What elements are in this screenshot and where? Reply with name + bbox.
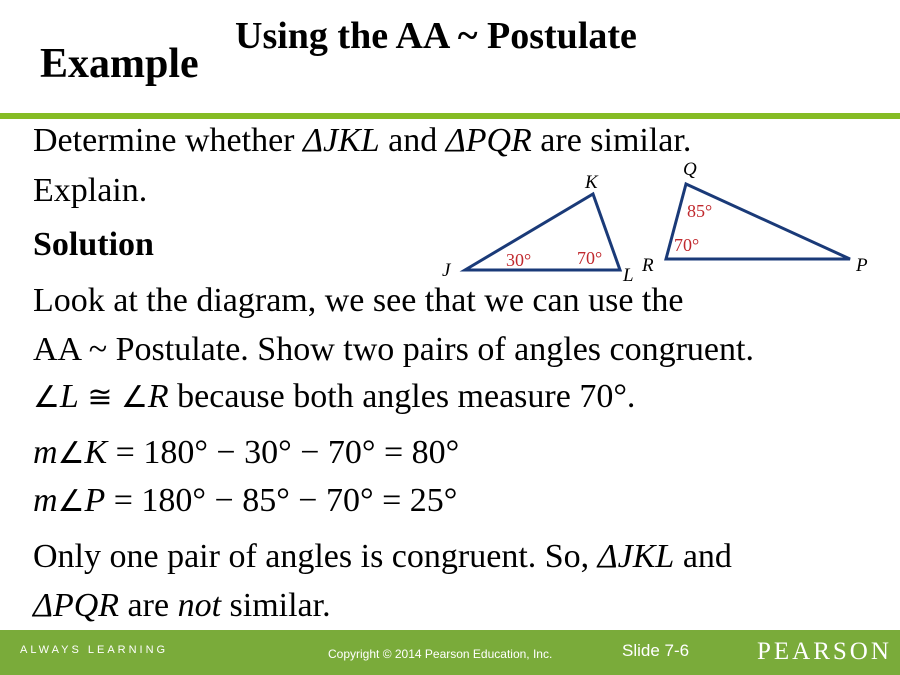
- problem-prefix: Determine whether: [33, 122, 303, 159]
- triangle-jkl-ref: ΔJKL: [303, 122, 380, 159]
- angle-symbol: ∠: [33, 381, 60, 414]
- conclusion-not: not: [177, 587, 222, 624]
- vertex-l-label: L: [623, 265, 634, 286]
- footer-tagline: ALWAYS LEARNING: [20, 644, 169, 656]
- conclusion-line-1: [33, 540, 732, 574]
- angle-j-label: 30°: [506, 250, 532, 270]
- header-divider: [0, 113, 900, 119]
- conclusion-1b: and: [674, 538, 732, 575]
- angle-q-label: 85°: [687, 201, 713, 221]
- angle-symbol: ∠: [57, 485, 85, 518]
- vertex-k-label: K: [585, 172, 598, 193]
- equation-k-rest: = 180° − 30° − 70° = 80°: [107, 434, 460, 471]
- m-symbol: m: [33, 434, 58, 471]
- triangle-jkl-ref: ΔJKL: [597, 538, 675, 575]
- equation-p-rest: = 180° − 85° − 70° = 25°: [105, 482, 458, 519]
- vertex-p-label: P: [856, 255, 868, 276]
- pearson-logo: PEARSON: [757, 638, 892, 665]
- conclusion-2a: are: [119, 587, 178, 624]
- angle-p-var: P: [84, 482, 106, 519]
- example-label: Example: [40, 41, 199, 87]
- triangle-pqr-ref: ΔPQR: [445, 122, 532, 159]
- solution-line-3-rest: because both angles measure 70°.: [168, 378, 636, 415]
- slide-title: Using the AA ~ Postulate: [235, 15, 637, 57]
- solution-line-2: AA ~ Postulate. Show two pairs of angles congruent.: [33, 331, 754, 368]
- angle-k-var: K: [84, 434, 108, 471]
- triangle-pqr-ref: ΔPQR: [33, 587, 120, 624]
- vertex-r-label: R: [642, 255, 654, 276]
- equation-angle-p: [33, 484, 457, 518]
- angle-l: L: [59, 378, 79, 415]
- m-symbol: m: [33, 482, 58, 519]
- solution-line-3: [33, 380, 635, 414]
- conclusion-line-2: [33, 589, 331, 623]
- footer-bar: [0, 630, 900, 675]
- solution-heading: Solution: [33, 226, 154, 263]
- solution-line-1: Look at the diagram, we see that we can use the: [33, 282, 684, 319]
- angle-r: R: [147, 378, 169, 415]
- angle-symbol: ∠: [120, 381, 148, 414]
- footer-copyright: Copyright © 2014 Pearson Education, Inc.: [328, 647, 553, 661]
- slide-number: Slide 7-6: [622, 641, 690, 660]
- problem-suffix: are similar.: [531, 122, 692, 159]
- conclusion-2b: similar.: [221, 587, 331, 624]
- angle-l-label: 70°: [577, 248, 603, 268]
- congruent-symbol: ≅: [87, 381, 113, 414]
- triangles-diagram: [430, 150, 880, 290]
- vertex-j-label: J: [442, 260, 451, 281]
- problem-line-2: Explain.: [33, 172, 148, 209]
- vertex-q-label: Q: [683, 159, 697, 180]
- problem-mid: and: [379, 122, 446, 159]
- equation-angle-k: [33, 436, 459, 470]
- angle-symbol: ∠: [57, 437, 85, 470]
- conclusion-1a: Only one pair of angles is congruent. So,: [33, 538, 598, 575]
- angle-r-label: 70°: [674, 235, 700, 255]
